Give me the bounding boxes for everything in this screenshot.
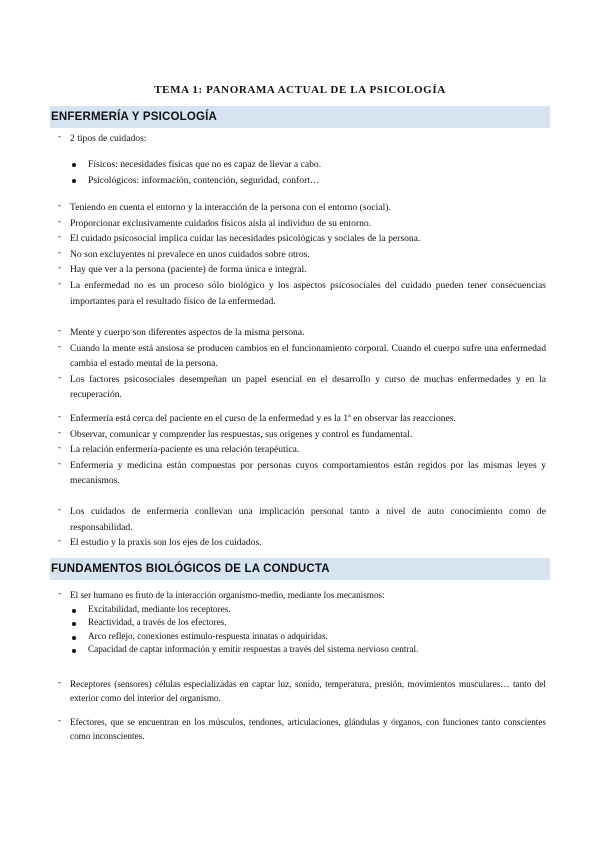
bullet-dot-icon [72,636,76,640]
bullet-item: Excitabilidad, mediante los receptores. [56,603,546,617]
section2-intro-block [56,589,546,657]
section1-bullets [56,157,546,188]
list-item: - Cuando la mente está ansiosa se producen cambios en el funcionamiento corporal. Cuando el cuerpo sufre una enfermedad cambia el estado mental de la persona. [58,340,546,370]
dash-marker-icon: - [58,457,61,468]
section-header-fundamentos: FUNDAMENTOS BIOLÓGICOS DE LA CONDUCTA [50,558,550,580]
bullet-item: Reactividad, a través de los efectores. [56,616,546,630]
list-item: - No son excluyentes ni prevalece en unos cuidados sobre otros. [58,246,310,260]
bullet-item: Arco reflejo, conexiones estímulo-respuesta innatas o adquiridas. [56,630,546,644]
dash-marker-icon: - [58,340,61,351]
list-item: - Enfermería está cerca del paciente en el curso de la enfermedad y es la 1ª en observar las reacciones. [58,411,456,424]
list-item: - Enfermería y medicina están compuestas por personas cuyos comportamientos están regidos por las mismas leyes y mecanismos. [58,457,546,487]
list-item: - Hay que ver a la persona (paciente) de forma única e integral. [58,262,307,276]
dash-marker-icon: - [58,426,61,437]
dash-marker-icon: - [58,535,61,546]
dash-marker-icon: - [58,504,61,514]
dash-marker-icon: - [58,325,61,335]
dash-marker-icon: - [58,277,61,288]
list-item: - El cuidado psicosocial implica cuidar las necesidades psicológicas y sociales de la persona. [58,231,421,245]
list-item: - Proporcionar exclusivamente cuidados físicos aísla al individuo de su entorno. [58,215,372,229]
list-item: - Los factores psicosociales desempeñan un papel esencial en el desarrollo y curso de muchas enfermedades y en la recuperación. [58,371,546,401]
section2-receptores [56,678,546,705]
section1-group5 [56,504,546,551]
bullet-dot-icon [72,649,76,653]
bullet-dot-icon [72,609,76,613]
list-item: - Receptores (sensores) células especializadas en captar luz, sonido, temperatura, presión, movimientos musculares… tanto del exterior como del interior del organismo. [58,677,546,703]
bullet-dot-icon [72,179,76,183]
page-title: TEMA 1: PANORAMA ACTUAL DE LA PSICOLOGÍA [154,84,446,96]
dash-marker-icon: - [58,715,61,725]
section-header-enfermeria: ENFERMERÍA Y PSICOLOGÍA [50,106,550,128]
dash-marker-icon: - [58,200,61,210]
list-item: - Mente y cuerpo son diferentes aspectos de la misma persona. [58,325,305,338]
list-item: - La relación enfermería-paciente es una relación terapéutica. [58,442,300,456]
list-item: - El estudio y la praxis son los ejes de los cuidados. [58,535,262,549]
dash-marker-icon: - [58,371,61,382]
list-item: - La enfermedad no es un proceso sólo biológico y los aspectos psicosociales del cuidado pueden tener consecuencias importantes para el resultado físico de la enfermedad. [58,277,546,307]
list-item: - Teniendo en cuenta el entorno y la interacción de la persona con el entorno (social). [58,200,391,213]
dash-marker-icon: - [58,677,61,687]
dash-marker-icon: - [58,246,61,257]
bullet-dot-icon [72,163,76,167]
bullet-item: Psicológicos: información, contención, seguridad, confort… [56,173,546,189]
section1-group2 [56,200,546,309]
dash-marker-icon: - [58,231,61,242]
bullet-item: Capacidad de captar información y emitir respuestas a través del sistema nervioso central. [56,643,546,657]
list-item: - El ser humano es fruto de la interacción organismo-medio, mediante los mecanismos: [58,588,385,600]
section1-group3 [56,325,546,403]
section2-efectores [56,716,546,743]
list-item: - Los cuidados de enfermería conllevan una implicación personal tanto a nivel de auto conocimiento como de responsabilidad. [58,504,546,533]
dash-marker-icon: - [58,131,61,141]
dash-marker-icon: - [58,215,61,226]
bullet-item: Físicos: necesidades físicas que no es capaz de llevar a cabo. [56,157,546,173]
dash-marker-icon: - [58,588,61,598]
dash-marker-icon: - [58,262,61,273]
list-item: - Efectores, que se encuentran en los músculos, tendones, articulaciones, glándulas y órganos, con funciones tanto conscientes como inconscientes. [58,715,546,741]
list-item: - 2 tipos de cuidados: [58,131,147,144]
list-item: - Observar, comunicar y comprender las respuestas, sus orígenes y control es fundamental. [58,426,413,440]
bullet-dot-icon [72,622,76,626]
dash-marker-icon: - [58,442,61,453]
section1-group4 [56,411,546,489]
dash-marker-icon: - [58,411,61,421]
section1-intro-block [56,131,546,147]
